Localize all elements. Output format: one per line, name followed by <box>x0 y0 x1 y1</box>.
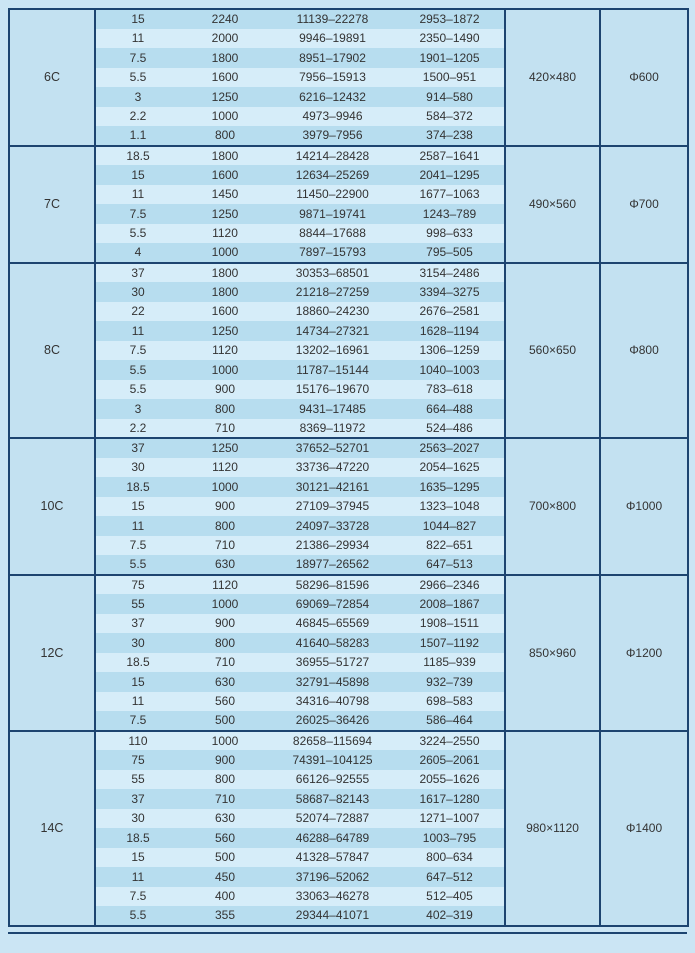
diameter-cell: Φ700 <box>600 146 688 263</box>
spec-table <box>8 8 689 927</box>
pressure-range-cell: 1507–1192 <box>419 635 480 650</box>
speed-cell: 1000 <box>211 479 239 494</box>
airflow-range-cell: 37196–52062 <box>295 869 370 884</box>
speed-cell: 500 <box>214 713 236 728</box>
speed-cell: 1450 <box>211 187 239 202</box>
pressure-range-cell: 2054–1625 <box>419 460 480 475</box>
airflow-range-cell: 9946–19891 <box>299 31 366 46</box>
power-cell: 3 <box>134 89 142 104</box>
pressure-range-cell: 998–633 <box>426 226 473 241</box>
airflow-range-cell: 3979–7956 <box>302 128 363 143</box>
airflow-range-cell: 8369–11972 <box>299 420 366 435</box>
pressure-range-cell: 2953–1872 <box>395 9 505 29</box>
airflow-range-cell: 7956–15913 <box>299 70 366 85</box>
speed-cell: 1250 <box>180 438 270 458</box>
airflow-range-cell: 14734–27321 <box>295 323 370 338</box>
speed-cell: 560 <box>214 694 236 709</box>
power-cell: 37 <box>95 438 180 458</box>
pressure-range-cell: 586–464 <box>426 713 473 728</box>
model-cell: 7C <box>9 146 95 263</box>
power-cell: 7.5 <box>129 538 147 553</box>
pressure-range-cell: 3224–2550 <box>395 731 505 751</box>
airflow-range-cell: 30353–68501 <box>270 263 395 283</box>
speed-cell: 630 <box>214 557 236 572</box>
power-cell: 7.5 <box>129 50 147 65</box>
speed-cell: 800 <box>214 128 236 143</box>
power-cell: 30 <box>131 635 145 650</box>
speed-cell: 1000 <box>211 362 239 377</box>
power-cell: 7.5 <box>129 713 147 728</box>
power-cell: 110 <box>95 731 180 751</box>
airflow-range-cell: 34316–40798 <box>295 694 370 709</box>
power-cell: 18.5 <box>126 655 150 670</box>
pressure-range-cell: 1323–1048 <box>419 499 480 514</box>
power-cell: 11 <box>131 323 145 338</box>
speed-cell: 710 <box>214 420 236 435</box>
airflow-range-cell: 36955–51727 <box>295 655 370 670</box>
airflow-range-cell: 46845–65569 <box>295 616 370 631</box>
speed-cell: 400 <box>214 889 236 904</box>
power-cell: 37 <box>131 791 145 806</box>
airflow-range-cell: 74391–104125 <box>292 752 373 767</box>
airflow-range-cell: 11139–22278 <box>270 9 395 29</box>
pressure-range-cell: 2966–2346 <box>395 575 505 595</box>
model-cell: 12C <box>9 575 95 731</box>
speed-cell: 1250 <box>211 323 239 338</box>
airflow-range-cell: 24097–33728 <box>295 518 370 533</box>
speed-cell: 1600 <box>211 304 239 319</box>
airflow-range-cell: 29344–41071 <box>295 908 370 923</box>
power-cell: 11 <box>131 31 145 46</box>
speed-cell: 1800 <box>180 146 270 166</box>
airflow-range-cell: 33736–47220 <box>295 460 370 475</box>
speed-cell: 1000 <box>211 109 239 124</box>
pressure-range-cell: 1500–951 <box>422 70 477 85</box>
pressure-range-cell: 1901–1205 <box>419 50 480 65</box>
model-cell: 14C <box>9 731 95 926</box>
power-cell: 5.5 <box>129 908 147 923</box>
speed-cell: 1250 <box>211 206 239 221</box>
pressure-range-cell: 2350–1490 <box>419 31 480 46</box>
pressure-range-cell: 1040–1003 <box>419 362 480 377</box>
dimensions-cell: 420×480 <box>505 9 600 146</box>
pressure-range-cell: 584–372 <box>426 109 473 124</box>
pressure-range-cell: 1635–1295 <box>419 479 480 494</box>
airflow-range-cell: 82658–115694 <box>270 731 395 751</box>
pressure-range-cell: 783–618 <box>426 382 473 397</box>
dimensions-cell: 700×800 <box>505 438 600 575</box>
power-cell: 7.5 <box>129 889 147 904</box>
airflow-range-cell: 15176–19670 <box>295 382 370 397</box>
speed-cell: 710 <box>214 655 236 670</box>
speed-cell: 560 <box>214 830 236 845</box>
diameter-cell: Φ1200 <box>600 575 688 731</box>
speed-cell: 1600 <box>211 167 239 182</box>
airflow-range-cell: 41640–58283 <box>295 635 370 650</box>
table-row <box>9 438 688 458</box>
airflow-range-cell: 6216–12432 <box>299 89 366 104</box>
speed-cell: 630 <box>214 674 236 689</box>
pressure-range-cell: 524–486 <box>426 420 473 435</box>
airflow-range-cell: 21218–27259 <box>295 284 370 299</box>
speed-cell: 710 <box>214 538 236 553</box>
airflow-range-cell: 66126–92555 <box>295 772 370 787</box>
power-cell: 1.1 <box>129 128 147 143</box>
model-cell: 8C <box>9 263 95 439</box>
airflow-range-cell: 8844–17688 <box>299 226 366 241</box>
airflow-range-cell: 14214–28428 <box>270 146 395 166</box>
pressure-range-cell: 2055–1626 <box>419 772 480 787</box>
airflow-range-cell: 7897–15793 <box>299 245 366 260</box>
pressure-range-cell: 3394–3275 <box>419 284 480 299</box>
power-cell: 75 <box>95 575 180 595</box>
speed-cell: 900 <box>214 752 236 767</box>
speed-cell: 1800 <box>211 284 239 299</box>
airflow-range-cell: 13202–16961 <box>295 343 370 358</box>
power-cell: 30 <box>131 284 145 299</box>
airflow-range-cell: 58296–81596 <box>270 575 395 595</box>
power-cell: 22 <box>131 304 145 319</box>
pressure-range-cell: 2605–2061 <box>419 752 480 767</box>
model-cell: 10C <box>9 438 95 575</box>
power-cell: 2.2 <box>129 420 147 435</box>
pressure-range-cell: 647–513 <box>426 557 473 572</box>
airflow-range-cell: 12634–25269 <box>295 167 370 182</box>
dimensions-cell: 560×650 <box>505 263 600 439</box>
bottom-rule <box>8 932 687 934</box>
diameter-cell: Φ1000 <box>600 438 688 575</box>
speed-cell: 900 <box>214 499 236 514</box>
diameter-cell: Φ1400 <box>600 731 688 926</box>
pressure-range-cell: 1617–1280 <box>419 791 480 806</box>
speed-cell: 1800 <box>211 50 239 65</box>
airflow-range-cell: 52074–72887 <box>295 811 370 826</box>
airflow-range-cell: 11450–22900 <box>296 187 369 202</box>
airflow-range-cell: 11787–15144 <box>296 362 369 377</box>
pressure-range-cell: 698–583 <box>426 694 473 709</box>
pressure-range-cell: 914–580 <box>426 89 473 104</box>
speed-cell: 800 <box>214 401 236 416</box>
airflow-range-cell: 58687–82143 <box>295 791 370 806</box>
speed-cell: 1600 <box>211 70 239 85</box>
airflow-range-cell: 4973–9946 <box>302 109 363 124</box>
pressure-range-cell: 822–651 <box>426 538 473 553</box>
speed-cell: 800 <box>214 518 236 533</box>
power-cell: 5.5 <box>129 362 147 377</box>
pressure-range-cell: 795–505 <box>426 245 473 260</box>
airflow-range-cell: 8951–17902 <box>299 50 366 65</box>
power-cell: 55 <box>131 596 145 611</box>
power-cell: 7.5 <box>129 343 147 358</box>
speed-cell: 355 <box>214 908 236 923</box>
power-cell: 3 <box>134 401 142 416</box>
power-cell: 15 <box>131 850 145 865</box>
speed-cell: 1120 <box>180 575 270 595</box>
pressure-range-cell: 2563–2027 <box>395 438 505 458</box>
spec-table-body <box>9 9 688 926</box>
airflow-range-cell: 41328–57847 <box>295 850 370 865</box>
airflow-range-cell: 9871–19741 <box>299 206 366 221</box>
power-cell: 11 <box>131 518 145 533</box>
power-cell: 11 <box>131 187 145 202</box>
airflow-range-cell: 9431–17485 <box>299 401 366 416</box>
speed-cell: 1000 <box>180 731 270 751</box>
pressure-range-cell: 1271–1007 <box>419 811 480 826</box>
power-cell: 15 <box>131 499 145 514</box>
power-cell: 18.5 <box>95 146 180 166</box>
pressure-range-cell: 1677–1063 <box>419 187 480 202</box>
dimensions-cell: 980×1120 <box>505 731 600 926</box>
airflow-range-cell: 21386–29934 <box>295 538 370 553</box>
dimensions-cell: 850×960 <box>505 575 600 731</box>
power-cell: 4 <box>134 245 142 260</box>
airflow-range-cell: 33063–46278 <box>295 889 370 904</box>
pressure-range-cell: 512–405 <box>426 889 473 904</box>
power-cell: 5.5 <box>129 382 147 397</box>
pressure-range-cell: 1628–1194 <box>419 323 480 338</box>
power-cell: 37 <box>95 263 180 283</box>
airflow-range-cell: 32791–45898 <box>295 674 370 689</box>
speed-cell: 900 <box>214 616 236 631</box>
pressure-range-cell: 2008–1867 <box>419 596 480 611</box>
pressure-range-cell: 664–488 <box>426 401 473 416</box>
diameter-cell: Φ800 <box>600 263 688 439</box>
speed-cell: 2240 <box>180 9 270 29</box>
speed-cell: 900 <box>214 382 236 397</box>
dimensions-cell: 490×560 <box>505 146 600 263</box>
airflow-range-cell: 37652–52701 <box>270 438 395 458</box>
airflow-range-cell: 69069–72854 <box>295 596 370 611</box>
speed-cell: 1120 <box>212 460 238 475</box>
pressure-range-cell: 1243–789 <box>422 206 477 221</box>
speed-cell: 630 <box>214 811 236 826</box>
speed-cell: 1800 <box>180 263 270 283</box>
airflow-range-cell: 46288–64789 <box>295 830 370 845</box>
speed-cell: 2000 <box>211 31 239 46</box>
power-cell: 55 <box>131 772 145 787</box>
diameter-cell: Φ600 <box>600 9 688 146</box>
speed-cell: 710 <box>214 791 236 806</box>
speed-cell: 800 <box>214 772 236 787</box>
speed-cell: 1250 <box>211 89 239 104</box>
power-cell: 5.5 <box>129 70 147 85</box>
pressure-range-cell: 2041–1295 <box>419 167 480 182</box>
power-cell: 15 <box>131 674 145 689</box>
power-cell: 37 <box>131 616 145 631</box>
pressure-range-cell: 2587–1641 <box>395 146 505 166</box>
airflow-range-cell: 18977–26562 <box>295 557 370 572</box>
airflow-range-cell: 30121–42161 <box>295 479 370 494</box>
pressure-range-cell: 1185–939 <box>423 655 476 670</box>
power-cell: 5.5 <box>129 226 147 241</box>
power-cell: 2.2 <box>129 109 147 124</box>
speed-cell: 1120 <box>212 226 238 241</box>
pressure-range-cell: 1044–827 <box>422 518 477 533</box>
pressure-range-cell: 1003–795 <box>422 830 477 845</box>
pressure-range-cell: 3154–2486 <box>395 263 505 283</box>
table-row <box>9 731 688 751</box>
table-row <box>9 263 688 283</box>
airflow-range-cell: 26025–36426 <box>295 713 370 728</box>
pressure-range-cell: 1908–1511 <box>419 616 480 631</box>
pressure-range-cell: 800–634 <box>426 850 473 865</box>
pressure-range-cell: 932–739 <box>426 674 473 689</box>
speed-cell: 500 <box>214 850 236 865</box>
table-row <box>9 575 688 595</box>
pressure-range-cell: 647–512 <box>426 869 473 884</box>
speed-cell: 800 <box>214 635 236 650</box>
power-cell: 15 <box>95 9 180 29</box>
pressure-range-cell: 2676–2581 <box>419 304 480 319</box>
power-cell: 7.5 <box>129 206 147 221</box>
speed-cell: 1120 <box>212 343 238 358</box>
power-cell: 30 <box>131 811 145 826</box>
power-cell: 18.5 <box>126 830 150 845</box>
table-row <box>9 146 688 166</box>
pressure-range-cell: 374–238 <box>426 128 473 143</box>
pressure-range-cell: 1306–1259 <box>419 343 480 358</box>
model-cell: 6C <box>9 9 95 146</box>
power-cell: 11 <box>131 869 145 884</box>
power-cell: 30 <box>131 460 145 475</box>
airflow-range-cell: 18860–24230 <box>295 304 370 319</box>
airflow-range-cell: 27109–37945 <box>295 499 370 514</box>
power-cell: 75 <box>131 752 145 767</box>
speed-cell: 450 <box>214 869 236 884</box>
table-row <box>9 9 688 29</box>
speed-cell: 1000 <box>211 245 239 260</box>
power-cell: 18.5 <box>126 479 150 494</box>
speed-cell: 1000 <box>211 596 239 611</box>
power-cell: 11 <box>131 694 145 709</box>
power-cell: 5.5 <box>129 557 147 572</box>
power-cell: 15 <box>131 167 145 182</box>
pressure-range-cell: 402–319 <box>426 908 473 923</box>
